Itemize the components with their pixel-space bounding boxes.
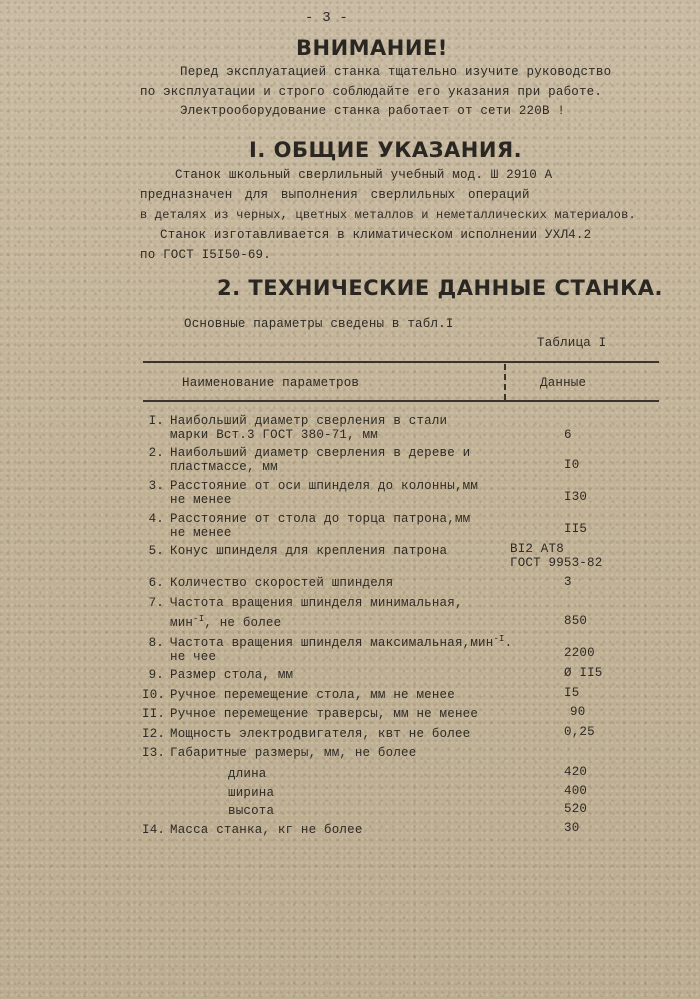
row-number: 9.	[148, 668, 164, 682]
row-number: 7.	[148, 596, 164, 610]
row-value: 850	[564, 614, 588, 628]
table-header-param: Наименование параметров	[182, 376, 360, 390]
table-row	[142, 727, 470, 741]
table-header-data: Данные	[540, 376, 587, 390]
row-param: Частота вращения шпинделя максимальная,мин	[170, 636, 494, 651]
warning-line-1: Перед эксплуатацией станка тщательно изучите руководство	[180, 65, 612, 79]
warning-line-3: Электрооборудование станка работает от сети 220В !	[180, 104, 566, 118]
row-number: I3.	[142, 746, 166, 760]
table-row	[142, 512, 470, 526]
page-number: - 3 -	[305, 10, 349, 26]
row-value-2: ГОСТ 9953-82	[510, 556, 603, 570]
table-row	[142, 634, 512, 650]
row-number: I4.	[142, 823, 166, 837]
table-row	[142, 746, 416, 760]
table-row-cont	[170, 614, 281, 630]
row-number: 2.	[148, 446, 164, 460]
section1-line-3: в деталях из черных, цветных металлов и неметаллических материалов.	[140, 208, 636, 222]
row-param: Габаритные размеры, мм, не более	[170, 746, 417, 760]
row-value: BI2 АТ8	[510, 542, 564, 556]
row-param-unit: мин	[170, 616, 194, 631]
row-number: I2.	[142, 727, 166, 741]
row-param: Мощность электродвигателя, квт не более	[170, 727, 471, 741]
row-param: Наибольший диаметр сверления в стали	[170, 414, 448, 428]
table-row	[142, 668, 293, 682]
section2-title: 2. ТЕХНИЧЕСКИЕ ДАННЫЕ СТАНКА.	[217, 276, 664, 300]
row-value: 3	[564, 575, 572, 589]
row-param-tail: , не более	[204, 616, 282, 631]
row-value: 0,25	[564, 725, 595, 739]
table-row	[142, 688, 455, 702]
table-row	[142, 707, 478, 721]
table-row-cont: не менее	[170, 526, 232, 540]
section1-line-5: по ГОСТ I5I50-69.	[140, 248, 271, 262]
row-number: 3.	[148, 479, 164, 493]
row-value: 30	[564, 821, 580, 835]
row-number: 5.	[148, 544, 164, 558]
row-param-sup: -I	[493, 634, 505, 644]
table-row	[142, 446, 470, 460]
row-param: Ручное перемещение траверсы, мм не менее	[170, 707, 479, 721]
row-value: 400	[564, 784, 588, 798]
table-subrow: ширина	[228, 786, 275, 800]
section1-line-1: Станок школьный сверлильный учебный мод. Ш 2910 А	[175, 168, 553, 182]
table-intro: Основные параметры сведены в табл.I	[184, 317, 454, 331]
row-value: 6	[564, 428, 572, 442]
row-param: Наибольший диаметр сверления в дереве и	[170, 446, 471, 460]
row-value: 2200	[564, 646, 595, 660]
row-value: I0	[564, 458, 580, 472]
section1-line-4: Станок изготавливается в климатическом исполнении УХЛ4.2	[160, 228, 592, 242]
row-value: II5	[564, 522, 588, 536]
row-number: 4.	[148, 512, 164, 526]
row-param: Ручное перемещение стола, мм не менее	[170, 688, 455, 702]
table-header-divider	[504, 364, 506, 400]
table-header-rule	[143, 400, 659, 402]
row-value: 420	[564, 765, 588, 779]
warning-line-2: по эксплуатации и строго соблюдайте его указания при работе.	[140, 85, 603, 99]
row-value: 90	[570, 705, 586, 719]
row-param-tail: .	[504, 636, 513, 651]
table-label: Таблица I	[537, 336, 607, 350]
table-row	[142, 479, 478, 493]
row-number: 6.	[148, 576, 164, 590]
table-row	[142, 414, 447, 428]
row-number: I0.	[142, 688, 166, 702]
table-row	[142, 823, 363, 837]
row-value: I30	[564, 490, 588, 504]
row-param-sup: -I	[193, 614, 205, 624]
section1-line-2: предназначен для выполнения сверлильных операций	[140, 188, 530, 202]
table-row	[142, 544, 447, 558]
row-param: Расстояние от оси шпинделя до колонны,мм	[170, 479, 479, 493]
table-row-cont: не чее	[170, 650, 217, 664]
row-value: I5	[564, 686, 580, 700]
table-subrow: длина	[228, 767, 267, 781]
row-number: 8.	[148, 636, 164, 651]
row-param: Количество скоростей шпинделя	[170, 576, 394, 590]
row-number: I.	[148, 414, 164, 428]
table-row-cont: не менее	[170, 493, 232, 507]
section1-title: I. ОБЩИЕ УКАЗАНИЯ.	[249, 138, 523, 162]
table-subrow: высота	[228, 804, 275, 818]
row-param: Частота вращения шпинделя минимальная,	[170, 596, 463, 610]
table-row	[142, 596, 463, 610]
table-row	[142, 576, 393, 590]
row-value: 520	[564, 802, 588, 816]
row-param: Расстояние от стола до торца патрона,мм	[170, 512, 471, 526]
row-number: II.	[142, 707, 166, 721]
row-param: Размер стола, мм	[170, 668, 294, 682]
table-top-rule	[143, 361, 659, 363]
row-param: Масса станка, кг не более	[170, 823, 363, 837]
row-param: Конус шпинделя для крепления патрона	[170, 544, 448, 558]
row-value: Ø II5	[564, 666, 603, 680]
table-row-cont: пластмассе, мм	[170, 460, 278, 474]
table-row-cont: марки Вст.3 ГОСТ 380-71, мм	[170, 428, 378, 442]
warning-title: ВНИМАНИЕ!	[296, 36, 448, 60]
